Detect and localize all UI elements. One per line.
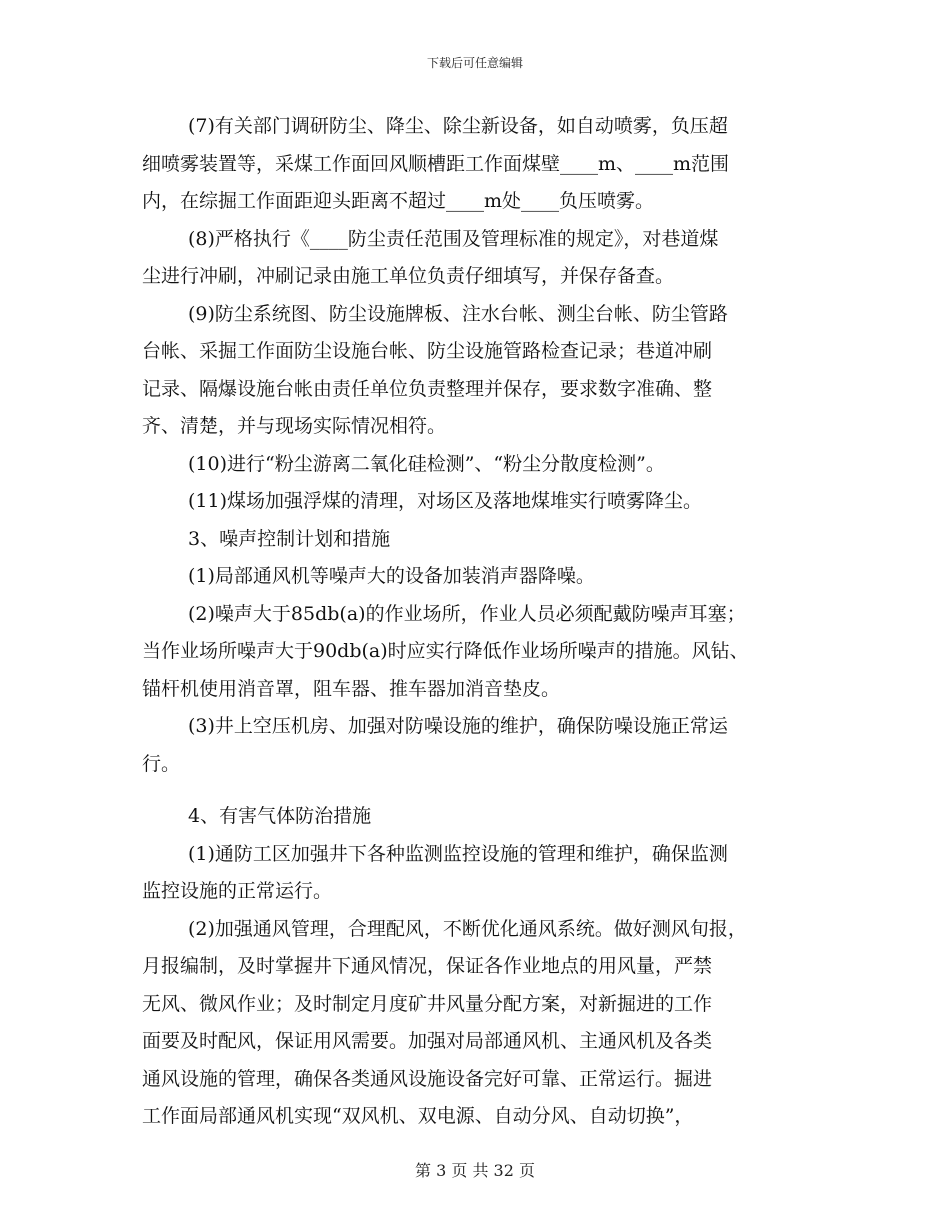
text-line: 细喷雾装置等，采煤工作面回风顺槽距工作面煤壁____m、____m范围 <box>142 152 730 175</box>
text-line: (10)进行“粉尘游离二氧化硅检测”、“粉尘分散度检测”。 <box>188 452 665 475</box>
text-line: (2)加强通风管理，合理配风，不断优化通风系统。做好测风旬报， <box>188 917 747 940</box>
paragraph-7 <box>142 108 832 221</box>
paragraph-gas-1 <box>142 836 832 911</box>
text-line: 月报编制，及时掌握井下通风情况，保证各作业地点的用风量，严禁 <box>142 955 713 977</box>
paragraph-noise-3 <box>142 708 832 783</box>
text-line: 当作业场所噪声大于90db(a)时应实行降低作业场所噪声的措施。风钻、 <box>142 640 749 662</box>
text-line: (1)局部通风机等噪声大的设备加装消声器降噪。 <box>188 565 595 587</box>
text-line: (9)防尘系统图、防尘设施牌板、注水台帐、测尘台帐、防尘管路 <box>188 302 728 325</box>
text-line: 无风、微风作业；及时制定月度矿井风量分配方案，对新掘进的工作 <box>142 992 713 1015</box>
paragraph-noise-2 <box>142 596 832 709</box>
paragraph-10 <box>142 446 832 484</box>
text-line: 面要及时配风，保证用风需要。加强对局部通风机、主通风机及各类 <box>142 1030 713 1052</box>
paragraph-8 <box>142 221 832 296</box>
paragraph-noise-1 <box>142 558 832 596</box>
text-line: 行。 <box>142 752 181 775</box>
page-footer: 第 3 页 共 32 页 <box>415 1161 535 1180</box>
text-line: 台帐、采掘工作面防尘设施台帐、防尘设施管路检查记录；巷道冲刷 <box>142 340 713 362</box>
text-line: 齐、清楚，并与现场实际情况相符。 <box>142 415 447 437</box>
text-line: (11)煤场加强浮煤的清理，对场区及落地煤堆实行喷雾降尘。 <box>188 490 703 512</box>
text-line: 工作面局部通风机实现“双风机、双电源、自动分风、自动切换”， <box>142 1105 694 1127</box>
section-heading: 3、噪声控制计划和措施 <box>188 527 391 550</box>
paragraph-11 <box>142 483 832 521</box>
paragraph-gas-2 <box>142 911 832 1136</box>
paragraph-9 <box>142 296 832 446</box>
page-header: 下载后可任意编辑 <box>426 56 523 70</box>
text-line: 监控设施的正常运行。 <box>142 880 333 902</box>
text-line: 内，在综掘工作面距迎头距离不超过____m处____负压喷雾。 <box>142 190 655 212</box>
text-line: (7)有关部门调研防尘、降尘、除尘新设备，如自动喷雾，负压超 <box>188 115 728 137</box>
text-line: (1)通防工区加强井下各种监测监控设施的管理和维护，确保监测 <box>188 842 728 865</box>
section-heading: 4、有害气体防治措施 <box>188 805 372 827</box>
text-line: (8)严格执行《____防尘责任范围及管理标准的规定》，对巷道煤 <box>188 227 719 250</box>
section-heading-noise <box>142 521 832 559</box>
paragraph-gap <box>142 783 832 798</box>
document-body <box>142 108 832 1136</box>
text-line: 尘进行冲刷，冲刷记录由施工单位负责仔细填写，并保存备查。 <box>142 265 675 287</box>
text-line: 锚杆机使用消音罩，阻车器、推车器加消音垫皮。 <box>142 677 561 700</box>
text-line: (2)噪声大于85db(a)的作业场所，作业人员必须配戴防噪声耳塞； <box>188 602 746 625</box>
section-heading-gas <box>142 798 832 836</box>
text-line: 记录、隔爆设施台帐由责任单位负责整理并保存，要求数字准确、整 <box>142 377 713 400</box>
text-line: (3)井上空压机房、加强对防噪设施的维护，确保防噪设施正常运 <box>188 715 728 737</box>
text-line: 通风设施的管理，确保各类通风设施设备完好可靠、正常运行。掘进 <box>142 1067 713 1090</box>
